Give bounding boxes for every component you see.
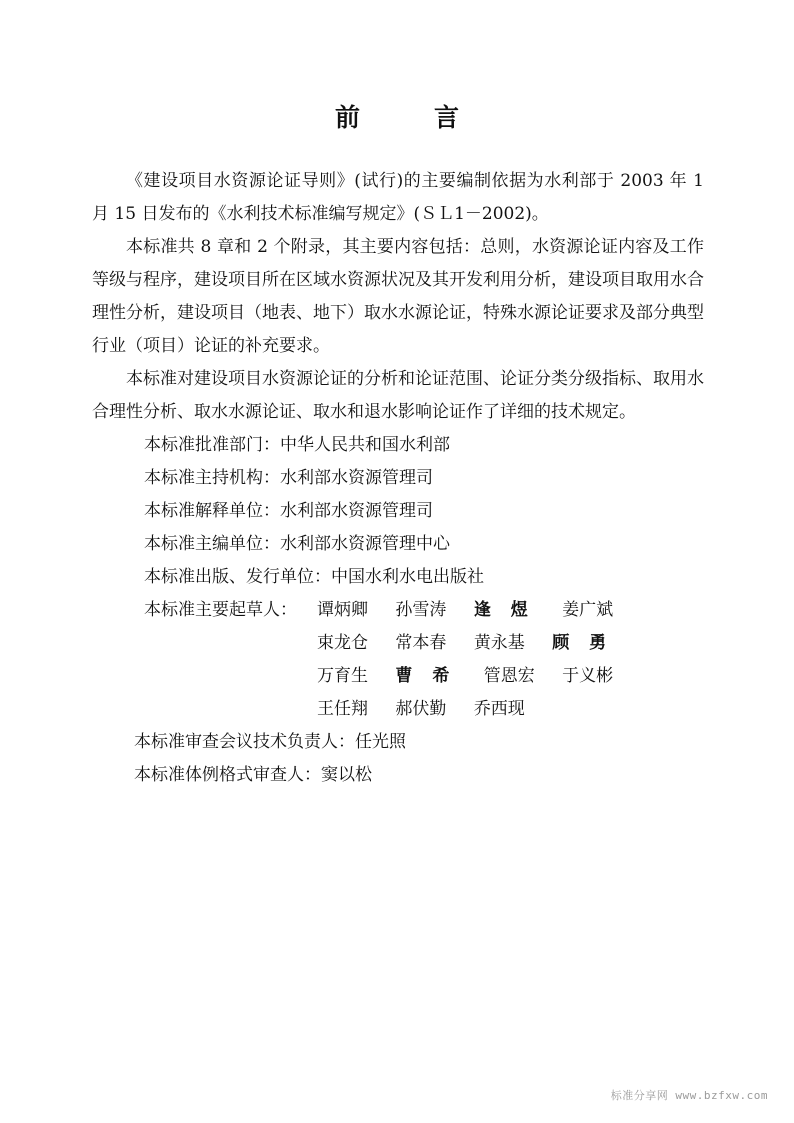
presiding-organization: 本标准主持机构：水利部水资源管理司: [144, 468, 433, 488]
drafter-name: 顾 勇: [552, 633, 614, 653]
document-body: [92, 165, 704, 792]
drafter-name: 常本春: [395, 633, 447, 653]
paragraph-contents: 本标准共 8 章和 2 个附录，其主要内容包括：总则，水资源论证内容及工作等级与程序，建设项目所在区域水资源状况及其开发利用分析，建设项目取用水合理性分析，建设项目（地表、地下）取水水源论证，特殊水源论证要求及部分典型行业（项目）论证的补充要求。: [92, 237, 704, 356]
technical-review-lead: 本标准审查会议技术负责人：任光照: [134, 732, 406, 752]
drafters-block: [92, 594, 704, 726]
drafter-name: 孙雪涛: [395, 600, 447, 620]
drafters-row: [317, 693, 547, 726]
drafter-name: 谭炳卿: [317, 600, 368, 620]
drafters-label: 本标准主要起草人：: [144, 600, 297, 620]
drafters-row: [317, 660, 635, 693]
paragraph-scope: 本标准对建设项目水资源论证的分析和论证范围、论证分类分级指标、取用水合理性分析、取水水源论证、取水和退水影响论证作了详细的技术规定。: [92, 369, 704, 422]
paragraph-basis: 《建设项目水资源论证导则》(试行)的主要编制依据为水利部于 2003 年 1 月 15 日发布的《水利技术标准编写规定》(ＳＬ1－2002)。: [92, 171, 704, 224]
drafters-row: [317, 594, 635, 627]
chief-editor-unit: 本标准主编单位：水利部水资源管理中心: [144, 534, 450, 554]
drafter-name: 管恩宏: [483, 666, 535, 686]
drafters-row: [317, 627, 635, 660]
drafter-name: 姜广斌: [562, 600, 614, 620]
drafter-name: 于义彬: [562, 666, 614, 686]
format-reviewer: 本标准体例格式审查人：窦以松: [134, 765, 372, 785]
interpretation-unit: 本标准解释单位：水利部水资源管理司: [144, 501, 433, 521]
publisher: 本标准出版、发行单位：中国水利水电出版社: [144, 567, 484, 587]
drafter-name: 黄永基: [473, 633, 525, 653]
drafter-name: 王任翔: [317, 699, 368, 719]
drafter-name: 逢 煜: [473, 600, 535, 620]
drafter-name: 曹 希: [395, 666, 457, 686]
site-watermark: 标准分享网 www.bzfxw.com: [610, 1089, 768, 1102]
drafter-name: 束龙仓: [317, 633, 368, 653]
approval-department: 本标准批准部门：中华人民共和国水利部: [144, 435, 450, 455]
drafter-name: 乔西现: [473, 699, 525, 719]
page-title: 前言: [334, 103, 533, 132]
drafter-name: 郝伏勤: [395, 699, 447, 719]
drafter-name: 万育生: [317, 666, 368, 686]
